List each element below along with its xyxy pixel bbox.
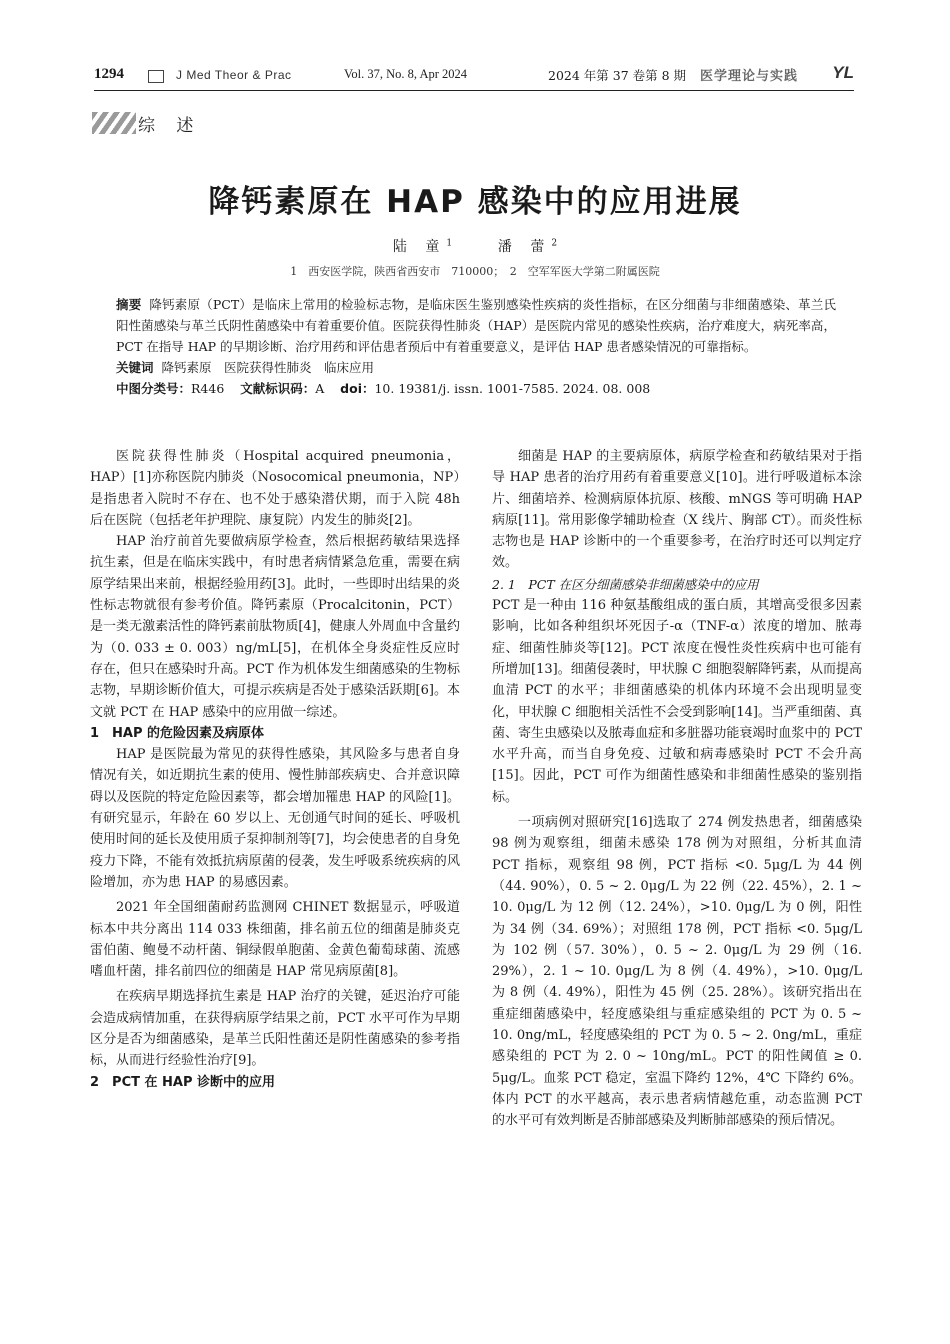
journal-name-cn: 医学理论与实践	[700, 69, 799, 84]
doi-label: doi：	[340, 381, 375, 396]
article-title: 降钙素原在 HAP 感染中的应用进展	[208, 184, 742, 220]
paragraph: 一项病例对照研究[16]选取了 274 例发热患者，细菌感染 98 例为观察组，细菌未感染 178 例为对照组，分析其血清 PCT 指标，观察组 98 例，PCT 指标 <0. 5μg/L 为 44 例（44. 90%），0. 5 ~ 2. 0μg/L 为 22 例（22. 45%），2. 1 ~ 10. 0μg/L 为 12 例（12. 24%），>10. 0μg/L 为 0 例，阳性为 34 例（34. 69%）；对照组 178 例，PCT 指标 <0. 5μg/L 为 102 例（57. 30%），0. 5 ~ 2. 0μg/L 为 29 例（16. 29%），2. 1 ~ 10. 0μg/L 为 8 例（4. 49%），>10. 0μg/L 为 8 例（4. 49%），阳性为 45 例（25. 28%）。该研究指出在重症细菌感染中，轻度感染组与重症感染组的 PCT 为 0. 5 ~ 10. 0ng/mL，轻度感染组的 PCT 为 0. 5 ~ 2. 0ng/mL，重症感染组的 PCT 为 2. 0 ~ 10ng/mL。PCT 的阳性阈值 ≥ 0. 5μg/L。血浆 PCT 稳定，室温下降约 12%，4℃ 下降约 6%。体内 PCT 的水平越高，表示患者病情越危重，动态监测 PCT 的水平可有效判断是否肺部感染及判断肺部感染的预后情况。	[492, 815, 862, 1129]
doc-code-value: A	[315, 381, 325, 396]
authors	[0, 236, 950, 256]
keywords-label: 关键词	[116, 360, 154, 375]
abstract-label: 摘要	[116, 297, 142, 312]
abstract-paragraph	[116, 294, 836, 357]
paragraph: 医院获得性肺炎（Hospital acquired pneumonia，HAP）[1]亦称医院内肺炎（Nosocomical pneumonia，NP）是指患者入院时不存在、也不处于感染潜伏期，而于入院 48h 后在医院（包括老年护理院、康复院）内发生的肺炎[2]。	[90, 449, 460, 528]
author-name: 潘 蕾	[497, 239, 552, 255]
journal-name-en: J Med Theor & Prac	[176, 68, 292, 82]
paragraph: 在疾病早期选择抗生素是 HAP 治疗的关键，延迟治疗可能会造成病情加重，在获得病原学结果之前，PCT 水平可作为早期区分是否为细菌感染，是革兰氏阳性菌还是阴性菌感染的参考指标，从而进行经验性治疗[9]。	[90, 989, 460, 1069]
section-heading: 1 HAP 的危险因素及病原体	[90, 725, 265, 741]
clc-label: 中图分类号：	[116, 381, 192, 396]
page-number: 1294	[94, 66, 124, 82]
paragraph: 细菌是 HAP 的主要病原体，病原学检查和药敏结果对于指导 HAP 患者的治疗用药有着重要意义[10]。进行呼吸道标本涂片、细菌培养、检测病原体抗原、核酸、mNGS 等可明确 HAP 病原[11]。常用影像学辅助检查（X 线片、胸部 CT）。而炎性标志物也是 HAP 诊断中的一个重要参考，在治疗时还可以判定疗效。	[492, 449, 862, 571]
abstract-text: 降钙素原（PCT）是临床上常用的检验标志物，是临床医生鉴别感染性疾病的炎性指标，在区分细菌与非细菌感染、革兰氏阳性菌感染与革兰氏阴性菌感染中有着重要价值。医院获得性肺炎（HAP）是医院内常见的感染性疾病，治疗难度大，病死率高，PCT 在指导 HAP 的早期诊断、治疗用药和评估患者预后中有着重要意义，是评估 HAP 患者感染情况的可靠指标。	[116, 297, 836, 354]
doi-value: 10. 19381/j. issn. 1001-7585. 2024. 08. 008	[374, 381, 651, 396]
paragraph: HAP 治疗前首先要做病原学检查，然后根据药敏结果选择抗生素，但是在临床实践中，有时患者病情紧急危重，需要在病原学结果出来前，根据经验用药[3]。此时，一些即时出结果的炎性标志物就很有参考价值。降钙素原（Procalcitonin，PCT）是一类无激素活性的降钙素前肽物质[4]，健康人外周血中含量约为（0. 033 ± 0. 003）ng/mL[5]，在机体全身炎症性反应时存在，但只在感染时升高。PCT 作为机体发生细菌感染的生物标志物，早期诊断价值大，可提示疾病是否处于感染活跃期[6]。本文就 PCT 在 HAP 感染中的应用做一综述。	[90, 534, 460, 720]
stripes-icon	[92, 112, 136, 134]
author-name: 陆 童	[392, 239, 447, 255]
paragraph: PCT 是一种由 116 种氨基酸组成的蛋白质，其增高受很多因素影响，比如各种组织坏死因子-α（TNF-α）浓度的增加、脓毒症、细菌性肺炎等[12]。PCT 浓度在慢性炎性疾病中也可能有所增加[13]。细菌侵袭时，甲状腺 C 细胞裂解降钙素，从而提高血清 PCT 的水平；非细菌感染的机体内环境不会出现明显变化，甲状腺 C 细胞相关活性不会受到影响[14]。当严重细菌、真菌、寄生虫感染以及脓毒血症和多脏器功能衰竭时血浆中的 PCT 水平升高，而当自身免疫、过敏和病毒感染时 PCT 不会升高[15]。因此，PCT 可作为细菌性感染和非细菌性感染的鉴别指标。	[492, 598, 862, 805]
header-box-icon	[148, 70, 164, 83]
journal-logo-icon: YL	[832, 63, 854, 82]
body-column-right	[492, 446, 862, 1132]
section-heading: 2 PCT 在 HAP 诊断中的应用	[90, 1074, 276, 1090]
keywords-text: 降钙素原 医院获得性肺炎 临床应用	[161, 360, 375, 375]
running-header	[94, 63, 854, 91]
paragraph: 2021 年全国细菌耐药监测网 CHINET 数据显示，呼吸道标本中共分离出 114 033 株细菌，排名前五位的细菌是肺炎克雷伯菌、鲍曼不动杆菌、铜绿假单胞菌、金黄色葡萄球菌、流感嗜血杆菌，排名前四位的细菌是 HAP 常见病原菌[8]。	[90, 900, 460, 980]
classification-line	[116, 378, 836, 399]
body-column-left	[90, 446, 460, 1093]
keywords-line	[116, 357, 836, 378]
volume-cn: 2024 年第 37 卷第 8 期	[548, 68, 687, 83]
section-tag	[92, 108, 202, 138]
section-label: 综 述	[138, 116, 202, 136]
subsection-heading: 2. 1 PCT 在区分细菌感染非细菌感染中的应用	[492, 576, 759, 592]
author-affil-mark: 2	[551, 238, 558, 249]
abstract-block	[116, 294, 836, 399]
author-affil-mark: 1	[446, 238, 453, 249]
affiliations: 1 西安医学院，陕西省西安市 710000； 2 空军军医大学第二附属医院	[290, 265, 660, 278]
clc-value: R446	[191, 381, 225, 396]
doc-code-label: 文献标识码：	[240, 381, 316, 396]
volume-en: Vol. 37, No. 8, Apr 2024	[344, 67, 468, 81]
paragraph: HAP 是医院最为常见的获得性感染，其风险多与患者自身情况有关，如近期抗生素的使用、慢性肺部疾病史、合并意识障碍以及医院的特定危险因素等，都会增加罹患 HAP 的风险[1]。有研究显示，年龄在 60 岁以上、无创通气时间的延长、呼吸机使用时间的延长及使用质子泵抑制剂等[7]，均会使患者的自身免疫力下降，不能有效抵抗病原菌的侵袭，发生呼吸系统疾病的风险增加，亦为患 HAP 的易感因素。	[90, 747, 460, 890]
